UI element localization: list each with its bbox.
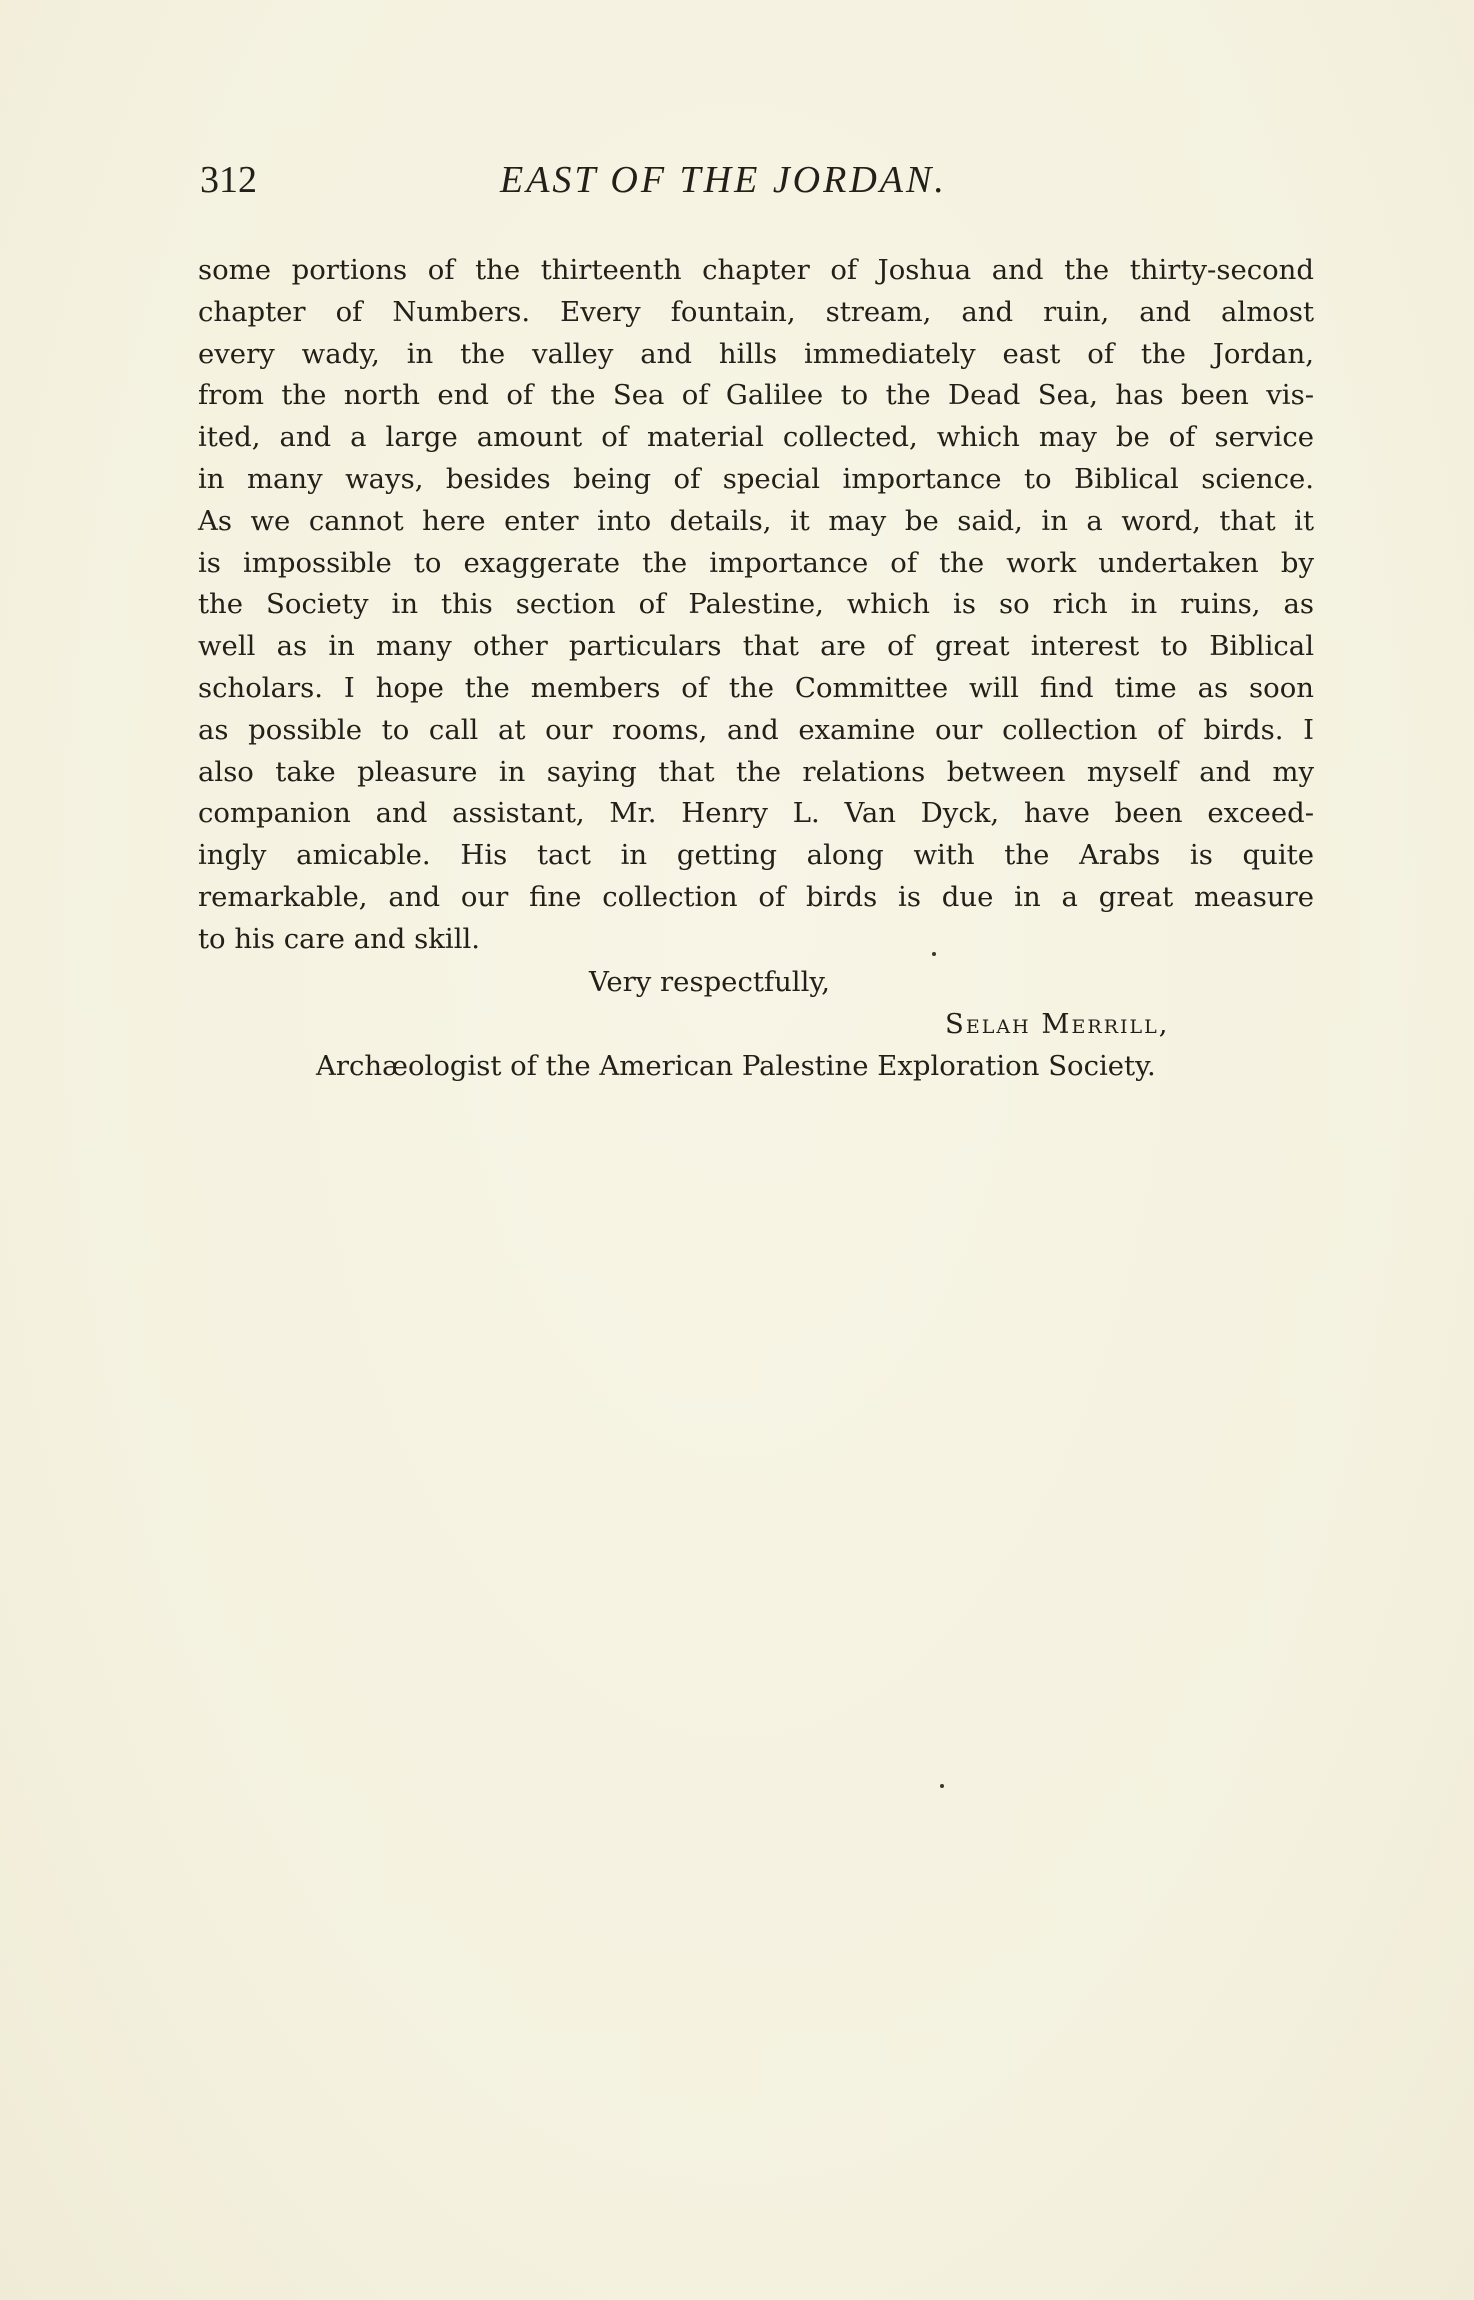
text-line: ingly amicable. His tact in getting along with the Arabs is quite [198,839,1314,872]
text-line: from the north end of the Sea of Galilee to the Dead Sea, has been vis- [198,379,1314,412]
text-line: in many ways, besides being of special importance to Biblical science. [198,462,1314,495]
running-head [200,155,1200,205]
text-line: remarkable, and our fine collection of birds is due in a great measure [198,880,1314,913]
text-line: scholars. I hope the members of the Committee will find time as soon [198,671,1314,704]
running-title: EAST OF THE JORDAN. [500,159,947,201]
text-line: As we cannot here enter into details, it may be said, in a word, that it [198,504,1314,537]
text-line: every wady, in the valley and hills immediately east of the Jordan, [198,337,1314,370]
body-paragraph [198,250,1314,961]
text-line: chapter of Numbers. Every fountain, stream, and ruin, and almost [198,295,1314,328]
signer-title: Archæologist of the American Palestine Exploration Society. [316,1050,1156,1082]
text-line: well as in many other particulars that are of great interest to Biblical [198,630,1314,663]
page-number: 312 [200,159,257,201]
signer-name: Selah Merrill, [945,1008,1170,1040]
text-line: some portions of the thirteenth chapter of Joshua and the thirty-second [198,254,1314,286]
text-line: ited, and a large amount of material collected, which may be of service [198,421,1314,454]
ink-speck [932,952,936,956]
text-line: as possible to call at our rooms, and examine our collection of birds. I [198,713,1314,746]
text-line: companion and assistant, Mr. Henry L. Van Dyck, have been exceed- [198,797,1314,830]
ink-speck [940,1784,944,1788]
text-line: to his care and skill. [198,922,481,955]
text-line: the Society in this section of Palestine, which is so rich in ruins, as [198,588,1314,621]
text-line: also take pleasure in saying that the relations between myself and my [198,755,1314,788]
valediction: Very respectfully, [589,966,831,998]
text-line: is impossible to exaggerate the importance of the work undertaken by [198,546,1314,579]
